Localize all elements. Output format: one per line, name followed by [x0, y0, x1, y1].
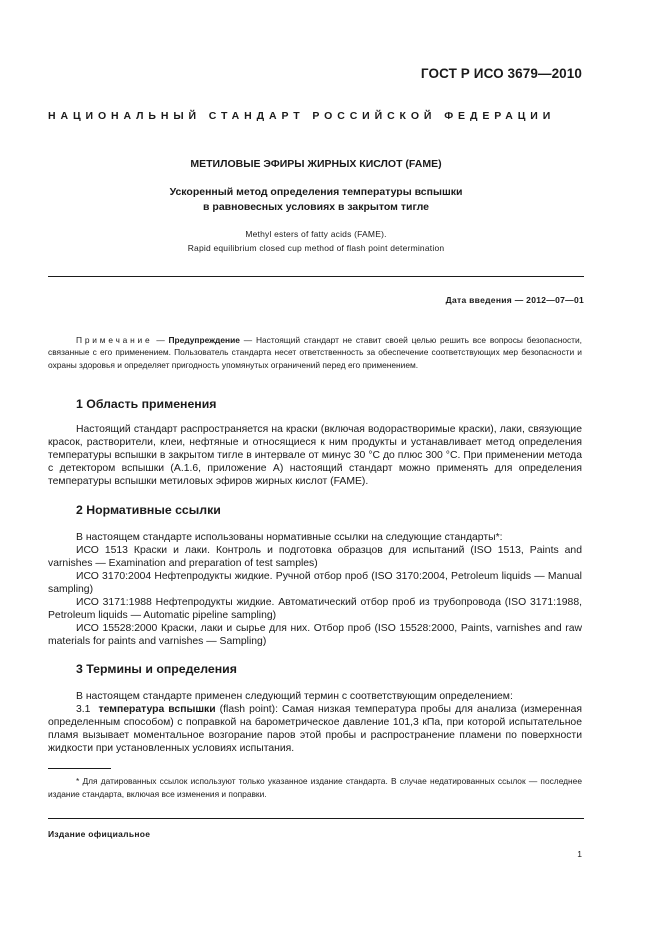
- term-definition-text: (flash point): Самая низкая температура пробы для анализа (измеренная определенным способом) с поправкой на барометрическое давление 101,3 кПа, при которой испытательное пламя вызывает моментальное возгорание паров этой пробы и распространение пламени по поверхности жидкости при установленных условиях испытания.: [48, 704, 583, 754]
- title-english: [48, 227, 584, 255]
- term-definition: [48, 703, 582, 755]
- section-2-body: [48, 531, 582, 648]
- reference-item: ИСО 1513 Краски и лаки. Контроль и подготовка образцов для испытаний (ISO 1513, Paints and varnishes — Examination and preparation of test samples): [48, 545, 582, 569]
- section-2-heading: 2 Нормативные ссылки: [76, 503, 221, 517]
- note-warning-label: Предупреждение: [168, 335, 240, 345]
- footer-divider: [48, 818, 584, 819]
- subtitle-russian: [48, 185, 584, 215]
- section-2-intro: В настоящем стандарте использованы нормативные ссылки на следующие стандарты*:: [76, 532, 503, 543]
- note-text: — Настоящий стандарт не ставит своей целью решить все вопросы безопасности, связанные с его применением. Пользователь стандарта несет ответственность за обеспечение соответствующих мер безопасности и охраны здоровья и определяет пригодность упомянутых ограничений перед его применением.: [48, 335, 583, 370]
- footnote: [48, 775, 582, 801]
- safety-note: [48, 334, 582, 371]
- effective-date: Дата введения — 2012—07—01: [445, 295, 584, 305]
- official-edition-label: Издание официальное: [48, 829, 151, 839]
- section-1-body: [48, 423, 582, 488]
- title-english-line-2: Rapid equilibrium closed cup method of flash point determination: [187, 243, 445, 253]
- title-divider: [48, 276, 584, 277]
- section-1-text: Настоящий стандарт распространяется на краски (включая водорастворимые краски), лаки, связующие красок, растворители, клеи, нефтяные и относящиеся к ним продукты и устанавливает метод определения температуры вспышки в закрытом тигле в интервале от минус 30 °С до плюс 300 °С. При применении метода с детектором вспышки (А.1.6, приложение А) настоящий стандарт можно применять для определения температуры вспышки метиловых эфиров жирных кислот (FAME).: [48, 424, 582, 487]
- title-english-line-1: Methyl esters of fatty acids (FAME).: [245, 229, 387, 239]
- reference-item: ИСО 3171:1988 Нефтепродукты жидкие. Автоматический отбор проб из трубопровода (ISO 3171:1988, Petroleum liquids — Automatic pipeline sampling): [48, 597, 582, 621]
- title-russian: МЕТИЛОВЫЕ ЭФИРЫ ЖИРНЫХ КИСЛОТ (FAME): [190, 158, 442, 170]
- note-paragraph: [48, 334, 582, 371]
- page-number: 1: [577, 849, 582, 859]
- reference-item: ИСО 3170:2004 Нефтепродукты жидкие. Ручной отбор проб (ISO 3170:2004, Petroleum liquids — Manual sampling): [48, 571, 582, 595]
- subtitle-line-2: в равновесных условиях в закрытом тигле: [203, 201, 429, 213]
- title-block: [48, 157, 584, 255]
- section-3-body: [48, 690, 582, 755]
- term-name: температура вспышки: [98, 704, 216, 715]
- standard-code: ГОСТ Р ИСО 3679—2010: [420, 66, 582, 81]
- section-3-intro: В настоящем стандарте применен следующий термин с соответствующим определением:: [76, 691, 513, 702]
- reference-item: ИСО 15528:2000 Краски, лаки и сырье для них. Отбор проб (ISO 15528:2000, Paints, varnishes and raw materials for paints and varnishes — Sampling): [48, 623, 582, 647]
- note-label: Примечание: [76, 335, 153, 345]
- term-number: 3.1: [76, 704, 91, 715]
- footnote-text: * Для датированных ссылок используют только указанное издание стандарта. В случае недатированных ссылок — последнее издание стандарта, включая все изменения и поправки.: [48, 776, 582, 799]
- subtitle-line-1: Ускоренный метод определения температуры вспышки: [169, 186, 463, 198]
- footnote-separator: [48, 768, 111, 769]
- note-dash: —: [152, 335, 169, 345]
- section-3-heading: 3 Термины и определения: [76, 662, 237, 676]
- national-standard-banner: НАЦИОНАЛЬНЫЙ СТАНДАРТ РОССИЙСКОЙ ФЕДЕРАЦИИ: [48, 110, 556, 122]
- section-1-heading: 1 Область применения: [76, 397, 217, 411]
